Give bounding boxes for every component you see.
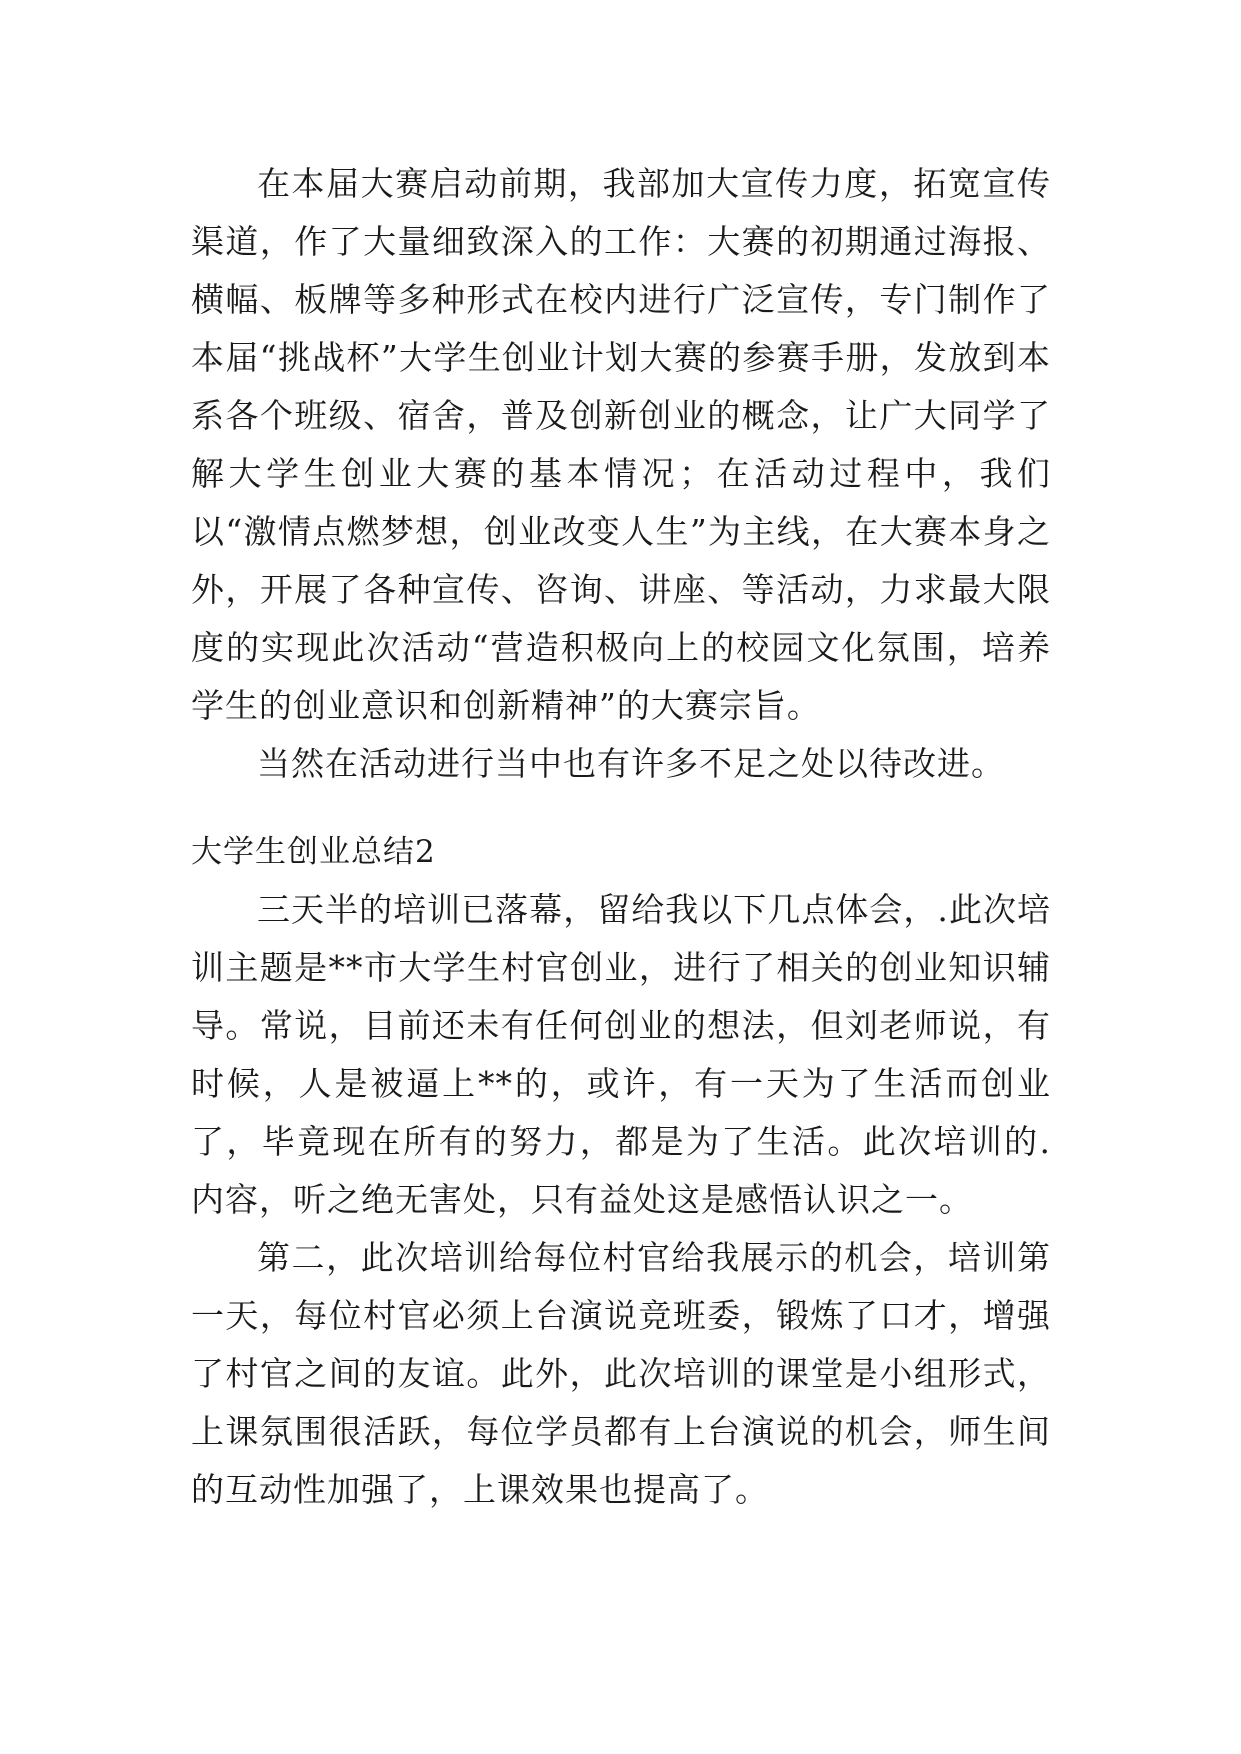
paragraph-training-reflection-2: 第二，此次培训给每位村官给我展示的机会，培训第一天，每位村官必须上台演说竞班委，锻炼了口才，增强了村官之间的友谊。此外，此次培训的课堂是小组形式，上课氛围很活跃，每位学员都有上台演说的机会，师生间的互动性加强了，上课效果也提高了。 — [191, 1238, 1051, 1509]
section-1 — [191, 155, 1051, 793]
paragraph-training-reflection-1: 三天半的培训已落幕，留给我以下几点体会，.此次培训主题是**市大学生村官创业，进行了相关的创业知识辅导。常说，目前还未有任何创业的想法，但刘老师说，有时候，人是被逼上**的，或许，有一天为了生活而创业了，毕竟现在所有的努力，都是为了生活。此次培训的.内容，听之绝无害处，只有益处这是感悟认识之一。 — [191, 890, 1051, 1219]
section-heading: 大学生创业总结2 — [191, 834, 436, 870]
section-2 — [191, 823, 1051, 1519]
paragraph-shortcomings: 当然在活动进行当中也有许多不足之处以待改进。 — [257, 744, 1005, 783]
paragraph-promotion-work: 在本届大赛启动前期，我部加大宣传力度，拓宽宣传渠道，作了大量细致深入的工作：大赛的初期通过海报、横幅、板牌等多种形式在校内进行广泛宣传，专门制作了本届“挑战杯”大学生创业计划大赛的参赛手册，发放到本系各个班级、宿舍，普及创新创业的概念，让广大同学了解大学生创业大赛的基本情况；在活动过程中，我们以“激情点燃梦想，创业改变人生”为主线，在大赛本身之外，开展了各种宣传、咨询、讲座、等活动，力求最大限度的实现此次活动“营造积极向上的校园文化氛围，培养学生的创业意识和创新精神”的大赛宗旨。 — [191, 164, 1051, 725]
